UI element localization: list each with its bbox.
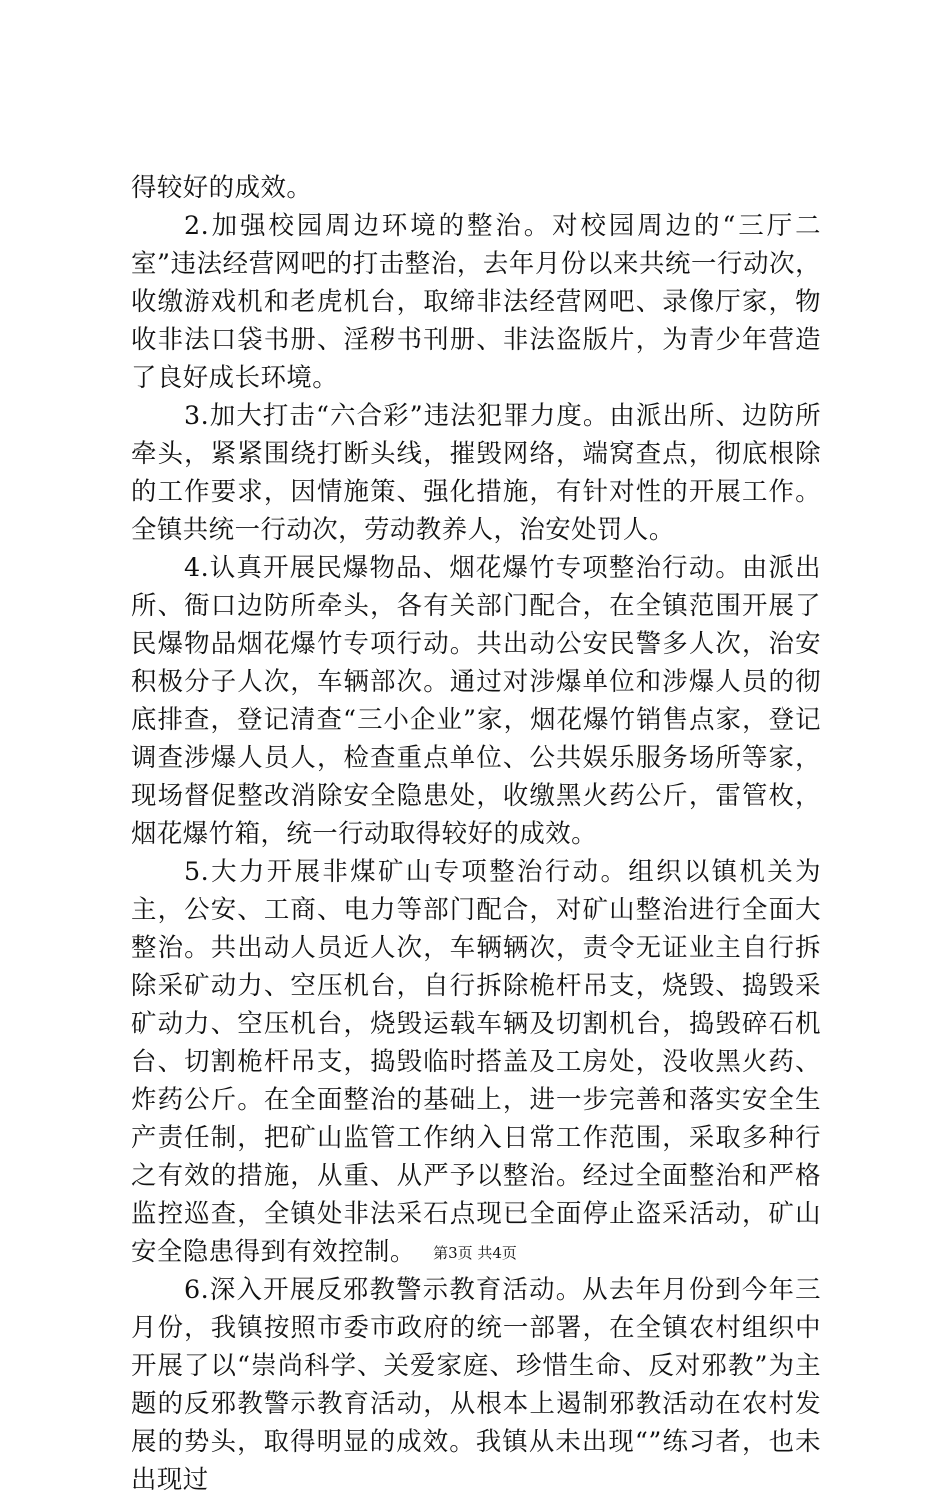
paragraph-continuation: 得较好的成效。	[131, 172, 313, 202]
document-body	[131, 168, 821, 1498]
paragraph-item-3: 3.加大打击“六合彩”违法犯罪力度。由派出所、边防所牵头，紧紧围绕打断头线，摧毁网络，端窝查点，彻底根除的工作要求，因情施策、强化措施，有针对性的开展工作。全镇共统一行动次，劳动教养人，治安处罚人。	[131, 400, 821, 544]
paragraph-item-4: 4.认真开展民爆物品、烟花爆竹专项整治行动。由派出所、衙口边防所牵头，各有关部门配合，在全镇范围开展了民爆物品烟花爆竹专项行动。共出动公安民警多人次，治安积极分子人次，车辆部次。通过对涉爆单位和涉爆人员的彻底排查，登记清查“三小企业”家，烟花爆竹销售点家，登记调查涉爆人员人，检查重点单位、公共娱乐服务场所等家，现场督促整改消除安全隐患处，收缴黑火药公斤，雷管枚，烟花爆竹箱，统一行动取得较好的成效。	[131, 552, 821, 848]
paragraph-item-6: 6.深入开展反邪教警示教育活动。从去年月份到今年三月份，我镇按照市委市政府的统一部署，在全镇农村组织中开展了以“崇尚科学、关爱家庭、珍惜生命、反对邪教”为主题的反邪教警示教育活动，从根本上遏制邪教活动在农村发展的势头，取得明显的成效。我镇从未出现“”练习者，也未出现过	[131, 1274, 821, 1494]
page-footer: 第3页 共4页	[433, 1244, 517, 1262]
paragraph-item-5: 5.大力开展非煤矿山专项整治行动。组织以镇机关为主，公安、工商、电力等部门配合，对矿山整治进行全面大整治。共出动人员近人次，车辆辆次，责令无证业主自行拆除采矿动力、空压机台，自行拆除桅杆吊支，烧毁、捣毁采矿动力、空压机台，烧毁运载车辆及切割机台，捣毁碎石机台、切割桅杆吊支，捣毁临时搭盖及工房处，没收黑火药、炸药公斤。在全面整治的基础上，进一步完善和落实安全生产责任制，把矿山监管工作纳入日常工作范围，采取多种行之有效的措施，从重、从严予以整治。经过全面整治和严格监控巡查，全镇处非法采石点现已全面停止盗采活动，矿山安全隐患得到有效控制。	[131, 856, 821, 1266]
paragraph-item-2: 2.加强校园周边环境的整治。对校园周边的“三厅二室”违法经营网吧的打击整治，去年月份以来共统一行动次，收缴游戏机和老虎机台，取缔非法经营网吧、录像厅家，物收非法口袋书册、淫秽书刊册、非法盗版片，为青少年营造了良好成长环境。	[131, 210, 821, 392]
